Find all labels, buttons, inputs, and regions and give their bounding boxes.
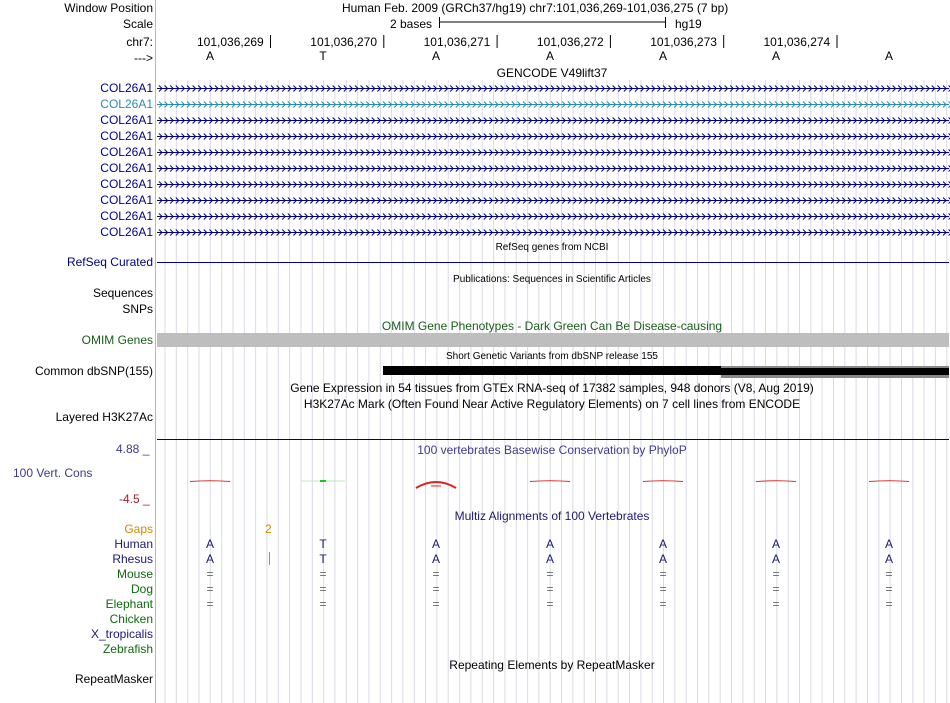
base-letter: T bbox=[319, 49, 327, 63]
gene-label[interactable]: COL26A1 bbox=[100, 209, 153, 223]
gene-label[interactable]: COL26A1 bbox=[100, 113, 153, 127]
scale-label: Scale bbox=[122, 17, 153, 31]
gene-label[interactable]: COL26A1 bbox=[100, 129, 153, 143]
alignment-base: = bbox=[206, 597, 214, 611]
alignment-base: = bbox=[206, 582, 214, 596]
window-title: Human Feb. 2009 (GRCh37/hg19) chr7:101,036,269-101,036,275 (7 bp) bbox=[342, 1, 729, 15]
alignment-base: = bbox=[546, 582, 554, 596]
strand-label: ---> bbox=[134, 51, 153, 65]
dbsnp-variants[interactable] bbox=[383, 366, 949, 378]
species-label[interactable]: Mouse bbox=[116, 567, 153, 581]
h3k27ac-label[interactable]: Layered H3K27Ac bbox=[55, 410, 153, 424]
window-position-label: Window Position bbox=[64, 1, 153, 15]
sequences-label[interactable]: Sequences bbox=[92, 286, 153, 300]
gene-model[interactable] bbox=[157, 86, 950, 92]
alignment-base: A bbox=[205, 537, 215, 551]
dbsnp-label[interactable]: Common dbSNP(155) bbox=[34, 364, 153, 378]
alignment-base: = bbox=[659, 567, 667, 581]
alignment-base: = bbox=[772, 582, 780, 596]
alignment-base: = bbox=[659, 582, 667, 596]
ruler-position-label: 101,036,271 bbox=[423, 35, 491, 49]
ruler-position-label: 101,036,270 bbox=[310, 35, 378, 49]
gaps-label: Gaps bbox=[124, 522, 153, 536]
h3k27ac-title: H3K27Ac Mark (Often Found Near Active Regulatory Elements) on 7 cell lines from ENCODE bbox=[303, 397, 801, 411]
alignment-base: = bbox=[432, 567, 440, 581]
species-label[interactable]: Chicken bbox=[109, 612, 153, 626]
conservation-ymax: 4.88 _ bbox=[116, 442, 150, 456]
ruler-position-label: 101,036,273 bbox=[650, 35, 717, 49]
gene-model[interactable] bbox=[157, 182, 950, 188]
alignment-base: A bbox=[545, 537, 555, 551]
base-letter: A bbox=[431, 49, 441, 63]
refseq-label[interactable]: RefSeq Curated bbox=[66, 255, 153, 269]
alignment-base: A bbox=[771, 552, 781, 566]
multiz-title: Multiz Alignments of 100 Vertebrates bbox=[454, 509, 650, 523]
alignment-base: A bbox=[205, 552, 215, 566]
alignment-base: A bbox=[431, 537, 441, 551]
alignment-base: T bbox=[319, 537, 327, 551]
gene-model[interactable] bbox=[157, 102, 950, 108]
conservation-title: 100 vertebrates Basewise Conservation by PhyloP bbox=[417, 443, 687, 457]
species-label[interactable]: Human bbox=[114, 537, 153, 551]
alignment-base: A bbox=[658, 537, 668, 551]
publications-title: Publications: Sequences in Scientific Articles bbox=[453, 274, 651, 285]
dbsnp-title: Short Genetic Variants from dbSNP release 155 bbox=[446, 351, 658, 362]
gene-label[interactable]: COL26A1 bbox=[100, 225, 153, 239]
gtex-title: Gene Expression in 54 tissues from GTEx RNA-seq of 17382 samples, 948 donors (V8, Aug 2019) bbox=[290, 381, 814, 395]
species-label[interactable]: Elephant bbox=[105, 597, 153, 611]
gene-model[interactable] bbox=[157, 214, 950, 220]
species-label[interactable]: Rhesus bbox=[112, 552, 153, 566]
alignment-base: = bbox=[772, 567, 780, 581]
repeatmasker-title: Repeating Elements by RepeatMasker bbox=[449, 658, 655, 672]
gene-label[interactable]: COL26A1 bbox=[100, 97, 153, 111]
conservation-plot[interactable] bbox=[190, 480, 909, 488]
alignment-base: = bbox=[319, 582, 327, 596]
gene-model[interactable] bbox=[157, 150, 950, 156]
species-label[interactable]: Zebrafish bbox=[102, 642, 153, 656]
gene-label[interactable]: COL26A1 bbox=[100, 177, 153, 191]
snps-label[interactable]: SNPs bbox=[122, 302, 153, 316]
species-label[interactable]: X_tropicalis bbox=[90, 627, 153, 641]
gene-label[interactable]: COL26A1 bbox=[100, 145, 153, 159]
conservation-ymin: -4.5 _ bbox=[119, 492, 150, 506]
scale-assembly: hg19 bbox=[675, 17, 702, 31]
gene-model[interactable] bbox=[157, 118, 950, 124]
base-letter: A bbox=[205, 49, 215, 63]
gene-model[interactable] bbox=[157, 166, 950, 172]
omim-label[interactable]: OMIM Genes bbox=[81, 333, 153, 347]
chrom-label: chr7: bbox=[126, 35, 153, 49]
scale-bar bbox=[440, 17, 666, 28]
gene-model[interactable] bbox=[157, 230, 950, 236]
alignment-base: = bbox=[546, 597, 554, 611]
base-letter: A bbox=[771, 49, 781, 63]
refseq-title: RefSeq genes from NCBI bbox=[495, 242, 609, 253]
alignment-base: T bbox=[319, 552, 327, 566]
alignment-base: = bbox=[772, 597, 780, 611]
species-label[interactable]: Dog bbox=[130, 582, 153, 596]
ruler-position-label: 101,036,269 bbox=[197, 35, 264, 49]
gene-label[interactable]: COL26A1 bbox=[100, 81, 153, 95]
alignment-base: = bbox=[885, 597, 893, 611]
alignment-base: = bbox=[885, 567, 893, 581]
conservation-label[interactable]: 100 Vert. Cons bbox=[13, 466, 93, 480]
alignment-base: A bbox=[884, 537, 894, 551]
alignment-base: A bbox=[658, 552, 668, 566]
base-letter: A bbox=[545, 49, 555, 63]
omim-bar[interactable] bbox=[157, 333, 949, 347]
gene-model[interactable] bbox=[157, 134, 950, 140]
alignment-base: = bbox=[885, 582, 893, 596]
alignment-base: = bbox=[659, 597, 667, 611]
alignment-base: = bbox=[206, 567, 214, 581]
alignment-base: A bbox=[545, 552, 555, 566]
alignment-base: A bbox=[771, 537, 781, 551]
ruler-position-label: 101,036,272 bbox=[536, 35, 604, 49]
alignment-base: A bbox=[431, 552, 441, 566]
gap-count: 2 bbox=[265, 522, 272, 536]
alignment-base: = bbox=[432, 582, 440, 596]
alignment-base: = bbox=[546, 567, 554, 581]
ruler-position-label: 101,036,274 bbox=[763, 35, 831, 49]
gencode-title: GENCODE V49lift37 bbox=[496, 66, 608, 80]
scale-text: 2 bases bbox=[390, 17, 433, 31]
alignment-base: = bbox=[432, 597, 440, 611]
alignment-base: A bbox=[884, 552, 894, 566]
repeatmasker-label[interactable]: RepeatMasker bbox=[74, 672, 153, 686]
alignment-base: = bbox=[319, 597, 327, 611]
gene-label[interactable]: COL26A1 bbox=[100, 161, 153, 175]
gene-model[interactable] bbox=[157, 198, 950, 204]
base-letter: A bbox=[658, 49, 668, 63]
omim-title: OMIM Gene Phenotypes - Dark Green Can Be Disease-causing bbox=[381, 319, 723, 333]
base-letter: A bbox=[884, 49, 894, 63]
gene-label[interactable]: COL26A1 bbox=[100, 193, 153, 207]
alignment-base: = bbox=[319, 567, 327, 581]
